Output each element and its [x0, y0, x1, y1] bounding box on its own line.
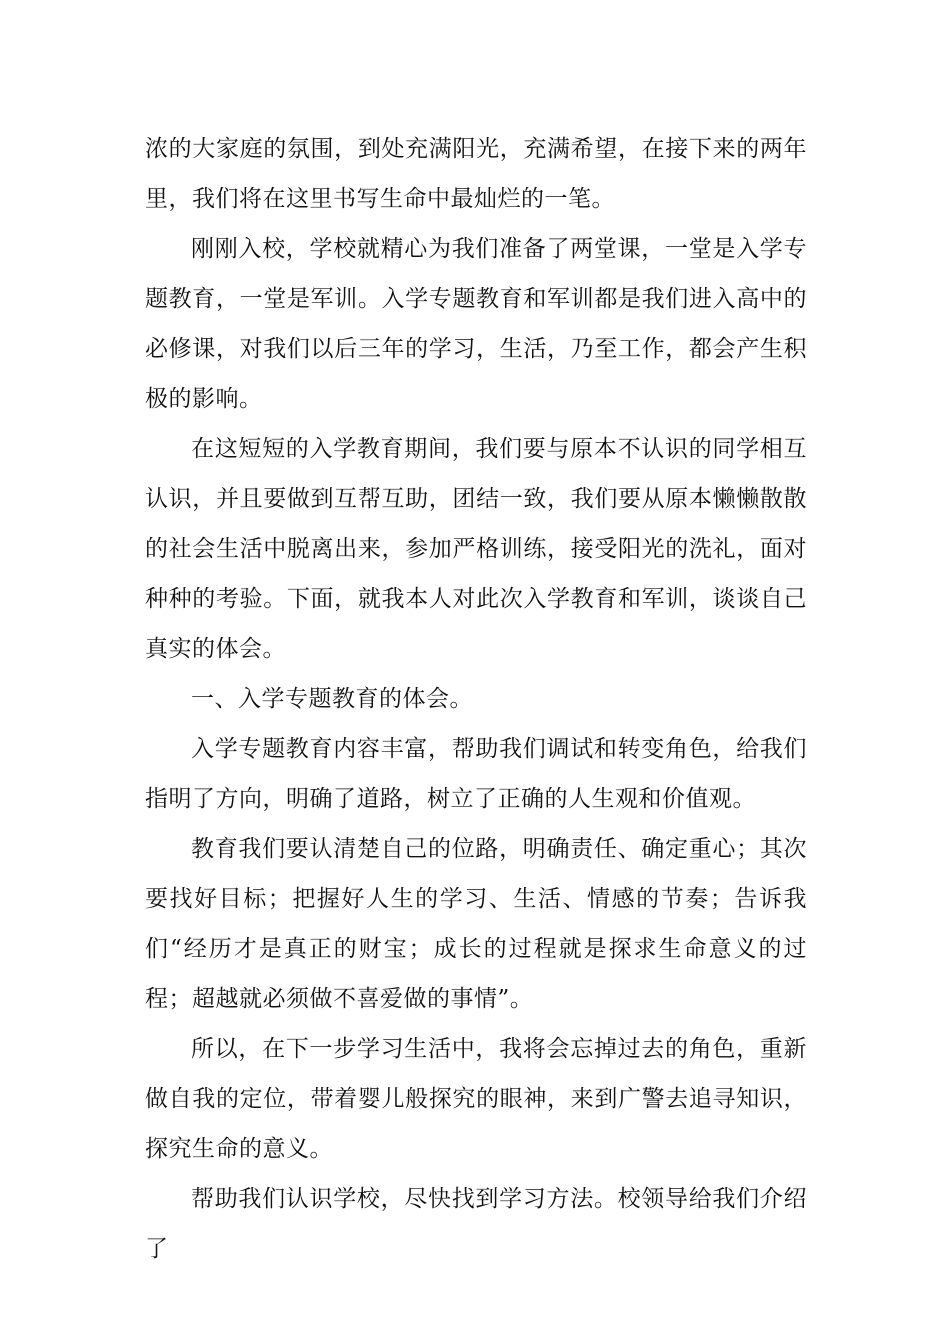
- section-heading-orientation: 一、入学专题教育的体会。: [191, 686, 473, 712]
- paragraph-orientation-period: 在这短短的入学教育期间，我们要与原本不认识的同学相互认识，并且要做到互帮互助，团结一致，我们要从原本懒懒散散的社会生活中脱离出来，参加严格训练，接受阳光的洗礼，面对种种的考验。下面，就我本人对此次入学教育和军训，谈谈自己真实的体会。: [145, 436, 807, 662]
- paragraph-two-lessons: 刚刚入校，学校就精心为我们准备了两堂课，一堂是入学专题教育，一堂是军训。入学专题教育和军训都是我们进入高中的必修课，对我们以后三年的学习，生活，乃至工作，都会产生积极的影响。: [145, 236, 807, 412]
- paragraph-know-school: 帮助我们认识学校，尽快找到学习方法。校领导给我们介绍了: [145, 1186, 807, 1262]
- paragraph-next-steps: 所以，在下一步学习生活中，我将会忘掉过去的角色，重新做自我的定位，带着婴儿般探究的眼神，来到广警去追寻知识，探究生命的意义。: [145, 1036, 807, 1162]
- paragraph-orientation-content: 入学专题教育内容丰富，帮助我们调试和转变角色，给我们指明了方向，明确了道路，树立了正确的人生观和价值观。: [145, 736, 807, 812]
- paragraph-education-goals: 教育我们要认清楚自己的位路，明确责任、确定重心；其次要找好目标；把握好人生的学习、生活、情感的节奏；告诉我们“经历才是真正的财宝；成长的过程就是探求生命意义的过程；超越就必须做不喜爱做的事情”。: [145, 836, 807, 1012]
- paragraph-continuation: 浓的大家庭的氛围，到处充满阳光，充满希望，在接下来的两年里，我们将在这里书写生命中最灿烂的一笔。: [145, 136, 807, 212]
- document-body: [145, 124, 807, 1274]
